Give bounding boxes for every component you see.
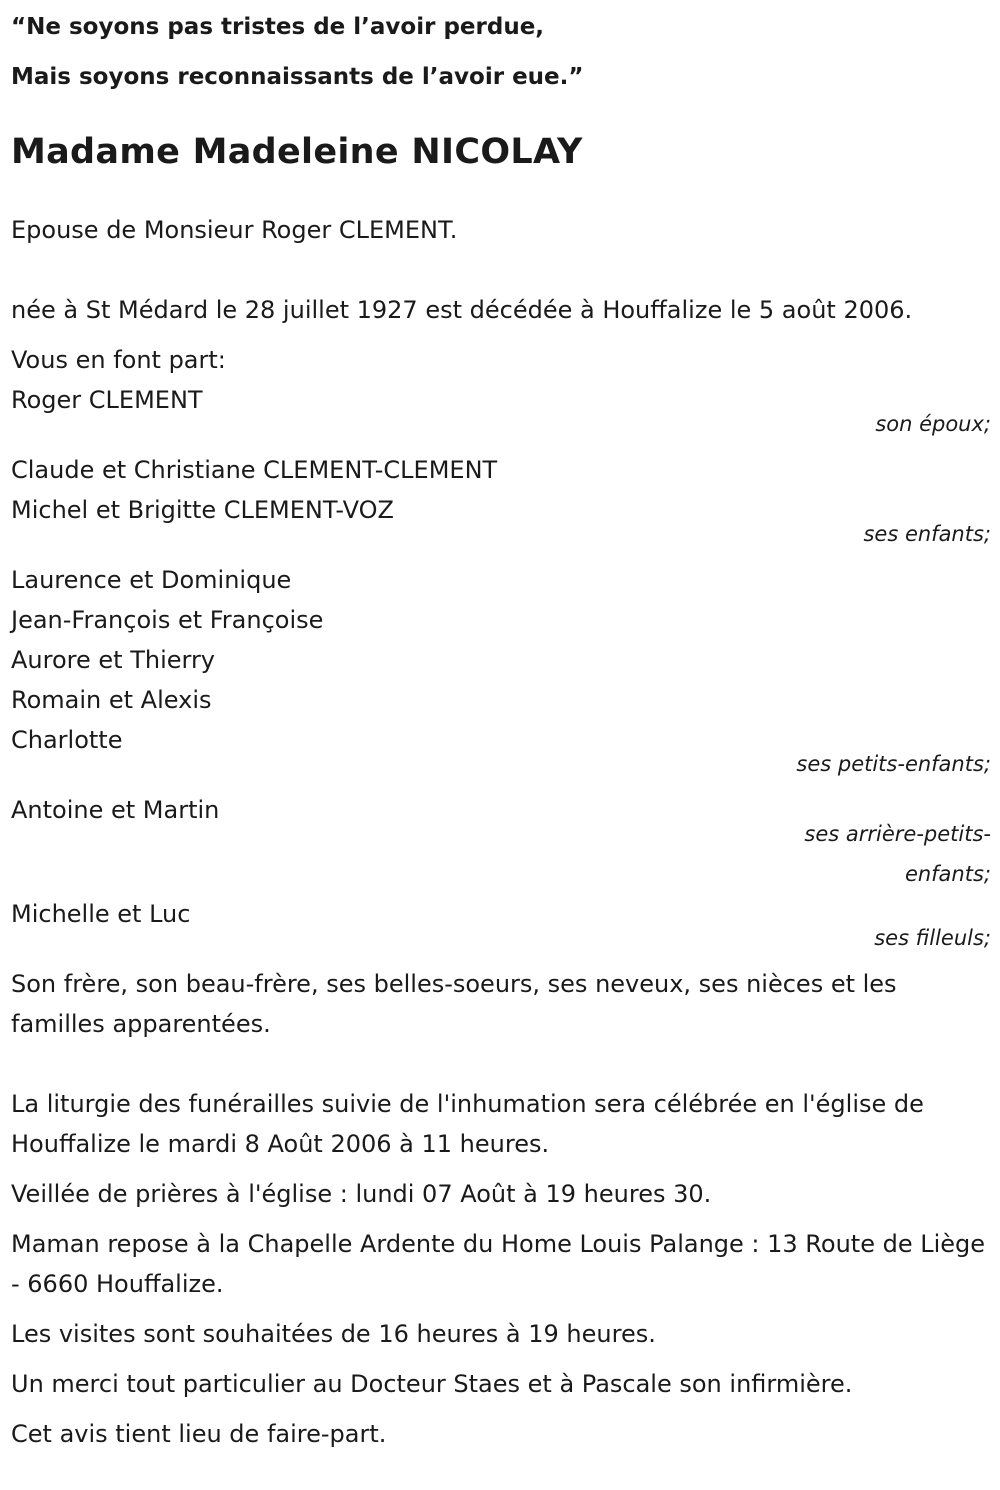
family-spouse-name: Roger CLEMENT: [11, 386, 203, 414]
quote-line-1: “Ne soyons pas tristes de l’avoir perdue,: [11, 14, 545, 40]
closing-note: Cet avis tient lieu de faire-part.: [11, 1420, 387, 1448]
extended-family: Son frère, son beau-frère, ses belles-soeurs, ses neveux, ses nièces et les familles apparentées.: [11, 970, 897, 1038]
family-great-grandchildren-role-line2: enfants;: [904, 862, 991, 886]
family-child-name: Michel et Brigitte CLEMENT-VOZ: [11, 496, 394, 524]
birth-death-line: née à St Médard le 28 juillet 1927 est décédée à Houffalize le 5 août 2006.: [11, 296, 913, 324]
obituary-notice: [11, 0, 991, 1454]
family-grandchild-name: Aurore et Thierry: [11, 646, 216, 674]
thanks-note: Un merci tout particulier au Docteur Staes et à Pascale son infirmière.: [11, 1370, 853, 1398]
family-grandchild-name: Laurence et Dominique: [11, 566, 292, 594]
liturgy-info: La liturgie des funérailles suivie de l'inhumation sera célébrée en l'église de Houffalize le mardi 8 Août 2006 à 11 heures.: [11, 1090, 924, 1158]
family-godchildren-role: ses filleuls;: [874, 926, 991, 950]
family-great-grandchild-name: Antoine et Martin: [11, 796, 220, 824]
family-grandchild-name: Jean-François et Françoise: [11, 606, 324, 634]
family-grandchild-name: Charlotte: [11, 726, 123, 754]
spouse-line: Epouse de Monsieur Roger CLEMENT.: [11, 216, 458, 244]
quote-line-2: Mais soyons reconnaissants de l’avoir eue.”: [11, 64, 584, 90]
family-child-name: Claude et Christiane CLEMENT-CLEMENT: [11, 456, 498, 484]
family-spouse-role: son époux;: [875, 412, 991, 436]
family-grandchild-name: Romain et Alexis: [11, 686, 212, 714]
vigil-info: Veillée de prières à l'église : lundi 07 Août à 19 heures 30.: [11, 1180, 712, 1208]
visits-info: Les visites sont souhaitées de 16 heures à 19 heures.: [11, 1320, 656, 1348]
family-children-role: ses enfants;: [863, 522, 991, 546]
family-grandchildren-role: ses petits-enfants;: [796, 752, 991, 776]
deceased-name-title: Madame Madeleine NICOLAY: [11, 132, 583, 172]
announcement-intro: Vous en font part:: [11, 346, 226, 374]
family-great-grandchildren-role-line1: ses arrière-petits-: [804, 822, 991, 846]
resting-place-info: Maman repose à la Chapelle Ardente du Home Louis Palange : 13 Route de Liège - 6660 Houffalize.: [11, 1230, 986, 1298]
family-godchild-name: Michelle et Luc: [11, 900, 191, 928]
